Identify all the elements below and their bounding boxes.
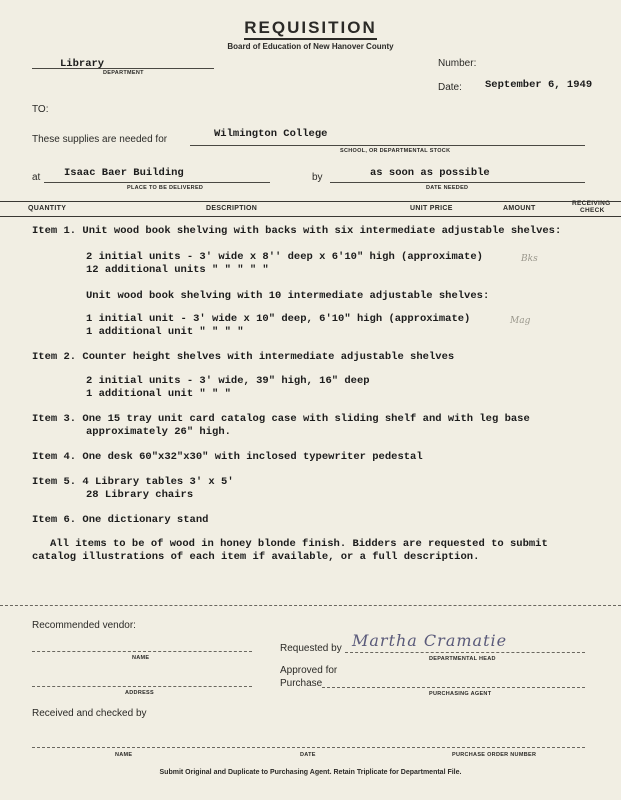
by-line (330, 182, 585, 183)
vendor-address-label: ADDRESS (125, 690, 154, 696)
requested-by-label: Requested by (280, 643, 342, 654)
purchase-label: Purchase (280, 678, 323, 689)
item-1b-line: Unit wood book shelving with 10 intermediate adjustable shelves: (86, 290, 490, 302)
at-line (44, 182, 270, 183)
item-2-line: Item 2. Counter height shelves with intermediate adjustable shelves (32, 351, 455, 363)
footer-instructions: Submit Original and Duplicate to Purchasing Agent. Retain Triplicate for Departmental File. (159, 769, 462, 776)
requested-by-line (345, 652, 585, 653)
by-value: as soon as possible (370, 167, 490, 179)
at-value: Isaac Baer Building (64, 167, 184, 179)
at-label: at (32, 172, 41, 183)
purchase-order-number-label: PURCHASE ORDER NUMBER (452, 752, 537, 758)
pencil-note-mag: Mag (510, 316, 531, 326)
col-amount: AMOUNT (503, 205, 536, 212)
needed-for-label: These supplies are needed for (32, 134, 168, 145)
by-label: by (312, 172, 323, 183)
date-value: September 6, 1949 (485, 79, 593, 91)
recommended-vendor-label: Recommended vendor: (32, 620, 136, 631)
col-receiving: RECEIVING (572, 200, 611, 207)
item-2-additional-unit: 1 additional unit " " " (86, 388, 231, 400)
item-1-initial-units: 2 initial units - 3' wide x 8'' deep x 6'10" high (approximate) (86, 251, 483, 263)
form-subtitle: Board of Education of New Hanover County (227, 42, 394, 51)
col-description: DESCRIPTION (206, 205, 258, 212)
needed-for-line (190, 145, 585, 146)
item-4-line: Item 4. One desk 60"x32"x30" with inclosed typewriter pedestal (32, 451, 423, 463)
finish-note-line-2: catalog illustrations of each item if available, or a full description. (32, 551, 480, 563)
item-5-line-2: 28 Library chairs (86, 489, 194, 501)
vendor-name-label: NAME (132, 655, 150, 661)
col-receiving-check: CHECK (580, 207, 605, 214)
requested-by-signature: Martha Cramatie (352, 631, 508, 650)
received-name-label: NAME (115, 752, 133, 758)
item-1b-initial-unit: 1 initial unit - 3' wide x 10" deep, 6'10" high (approximate) (86, 313, 471, 325)
item-6-line: Item 6. One dictionary stand (32, 514, 209, 526)
department-label: DEPARTMENT (103, 70, 144, 76)
item-5-line: Item 5. 4 Library tables 3' x 5' (32, 476, 234, 488)
received-date-label: DATE (300, 752, 316, 758)
col-unit-price: UNIT PRICE (410, 205, 453, 212)
column-header-top-rule (0, 201, 621, 202)
number-label: Number: (438, 58, 477, 69)
item-1-line: Item 1. Unit wood book shelving with backs with six intermediate adjustable shelves: (32, 225, 562, 237)
col-quantity: QUANTITY (28, 205, 67, 212)
departmental-head-label: DEPARTMENTAL HEAD (429, 656, 496, 662)
purchasing-agent-line (322, 687, 585, 688)
item-3-line: Item 3. One 15 tray unit card catalog case with sliding shelf and with leg base (32, 413, 530, 425)
date-needed-label: DATE NEEDED (426, 185, 469, 191)
received-checked-label: Received and checked by (32, 708, 147, 719)
bottom-section-rule (0, 605, 621, 606)
vendor-name-line (32, 651, 252, 652)
item-3-line-2: approximately 26" high. (86, 426, 231, 438)
item-1-additional-units: 12 additional units " " " " " (86, 264, 269, 276)
date-label: Date: (438, 82, 462, 93)
finish-note-line-1: All items to be of wood in honey blonde finish. Bidders are requested to submit (50, 538, 548, 550)
department-line (32, 68, 214, 69)
purchasing-agent-label: PURCHASING AGENT (429, 691, 492, 697)
needed-for-value: Wilmington College (214, 128, 328, 140)
to-label: TO: (32, 104, 49, 115)
place-label: PLACE TO BE DELIVERED (127, 185, 204, 191)
column-header-bottom-rule (0, 216, 621, 217)
form-title: REQUISITION (0, 18, 621, 38)
approved-for-label: Approved for (280, 665, 338, 676)
item-2-initial-units: 2 initial units - 3' wide, 39" high, 16" deep (86, 375, 370, 387)
vendor-address-line (32, 686, 252, 687)
item-1b-additional-unit: 1 additional unit " " " " (86, 326, 244, 338)
department-value: Library (60, 58, 105, 70)
received-line (32, 747, 585, 748)
pencil-note-bks: Bks (521, 254, 538, 264)
school-label: SCHOOL, OR DEPARTMENTAL STOCK (340, 148, 451, 154)
